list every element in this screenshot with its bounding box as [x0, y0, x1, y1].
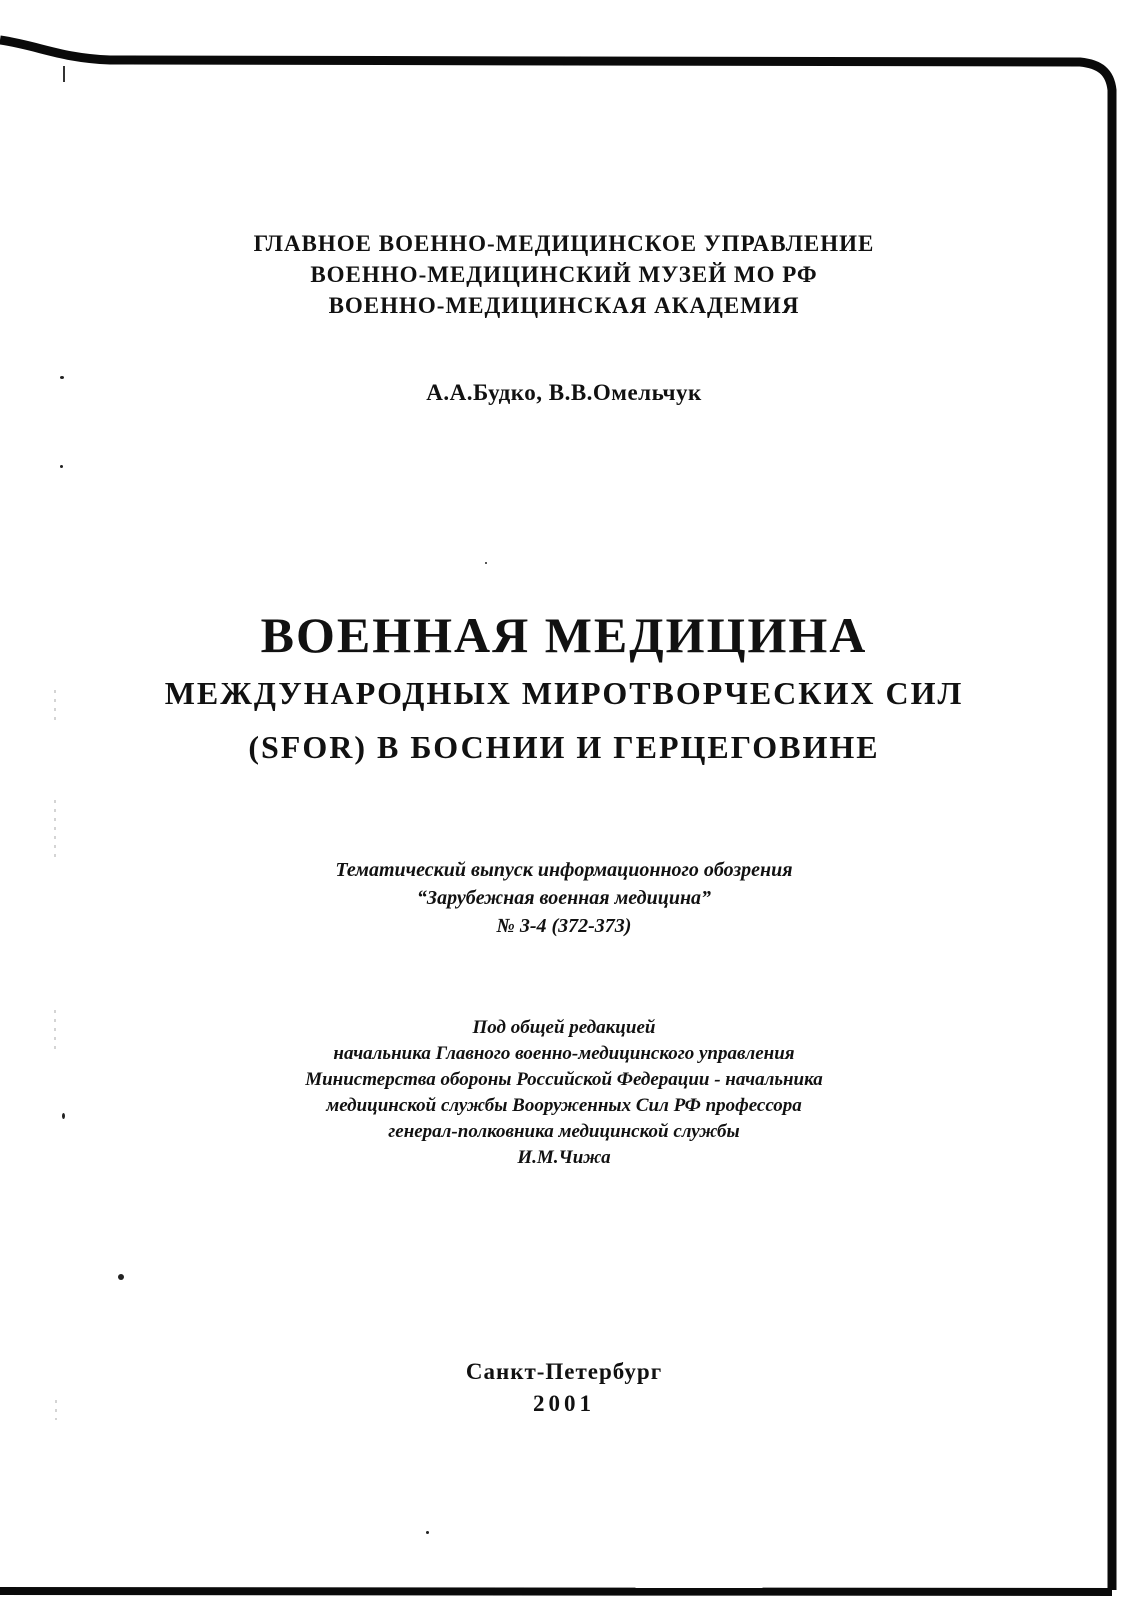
title-subline: МЕЖДУНАРОДНЫХ МИРОТВОРЧЕСКИХ СИЛ [164, 675, 964, 711]
authors: А.А.Будко, В.В.Омельчук [426, 380, 702, 405]
editor-line: начальника Главного военно-медицинского управления [333, 1043, 795, 1064]
editor-line: Министерства обороны Российской Федерации - начальника [305, 1069, 823, 1090]
issue-number: № 3-4 (372-373) [496, 915, 632, 937]
issue-line: Тематический выпуск информационного обозрения [335, 859, 793, 881]
book-title [0, 606, 1128, 774]
scan-speck [426, 1531, 429, 1534]
editor-line: медицинской службы Вооруженных Сил РФ профессора [326, 1095, 802, 1116]
scan-speck [485, 562, 487, 564]
editor-line: генерал-полковника медицинской службы [388, 1121, 740, 1142]
imprint-city: Санкт-Петербург [465, 1359, 663, 1384]
title-main: ВОЕННАЯ МЕДИЦИНА [260, 607, 868, 663]
scan-speck [60, 465, 63, 468]
organizations-header [0, 228, 1128, 321]
org-line: ГЛАВНОЕ ВОЕННО-МЕДИЦИНСКОЕ УПРАВЛЕНИЕ [253, 231, 875, 256]
title-subline: (SFOR) В БОСНИИ И ГЕРЦЕГОВИНЕ [248, 729, 880, 765]
scan-speck [60, 376, 64, 379]
issue-info [0, 856, 1128, 940]
editor-name: И.М.Чижа [517, 1147, 611, 1168]
scan-speck [118, 1274, 124, 1280]
imprint [0, 1356, 1128, 1420]
imprint-year: 2001 [533, 1391, 595, 1416]
editor-line: Под общей редакцией [472, 1017, 656, 1038]
scan-border-bottom [0, 1591, 1112, 1592]
general-editor [0, 1015, 1128, 1171]
org-line: ВОЕННО-МЕДИЦИНСКАЯ АКАДЕМИЯ [328, 293, 800, 318]
org-line: ВОЕННО-МЕДИЦИНСКИЙ МУЗЕЙ МО РФ [310, 262, 818, 287]
issue-line: “Зарубежная военная медицина” [416, 887, 712, 909]
